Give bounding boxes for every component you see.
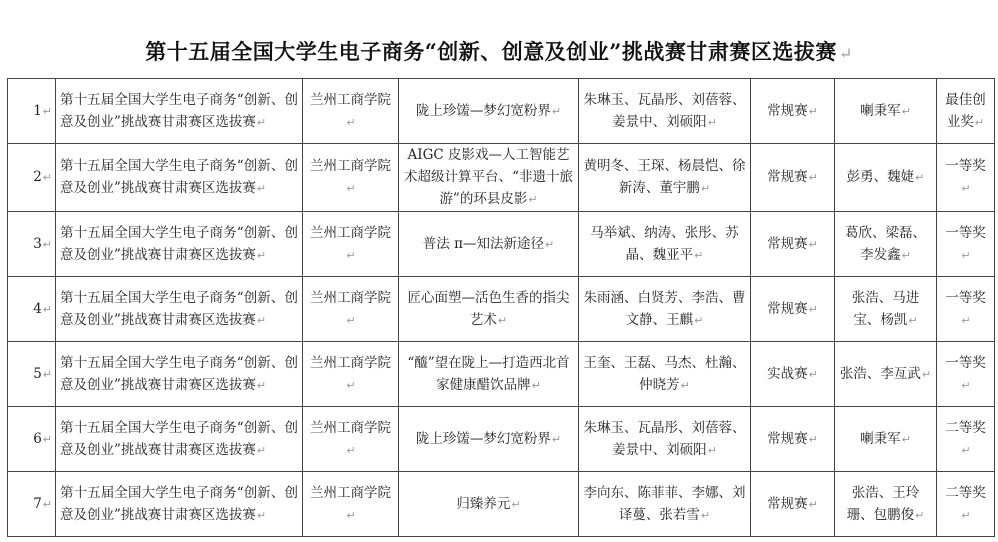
members-cell bbox=[579, 342, 751, 407]
competition-cell bbox=[56, 144, 303, 212]
award-cell bbox=[937, 212, 995, 277]
project-cell-text: 陇上珍馐—梦幻宽粉界 bbox=[415, 430, 551, 447]
members-cell bbox=[579, 79, 751, 144]
advisor-cell bbox=[835, 79, 937, 144]
school-cell-text: 兰州工商学院 bbox=[310, 484, 391, 501]
award-cell-text: 一等奖 bbox=[945, 224, 986, 241]
project-cell-text: 普法 π—知法新途径 bbox=[422, 235, 544, 252]
paragraph-mark-icon: ↵ bbox=[42, 302, 52, 316]
advisor-cell-text: 张浩、马进宝、杨凯 bbox=[851, 289, 920, 328]
members-cell-text: 朱雨涵、白贤芳、李浩、曹文静、王麒 bbox=[583, 289, 746, 328]
school-cell bbox=[303, 342, 399, 407]
paragraph-mark-icon: ↵ bbox=[808, 237, 818, 251]
project-cell bbox=[399, 212, 579, 277]
school-cell-text: 兰州工商学院 bbox=[310, 91, 391, 108]
award-cell bbox=[937, 407, 995, 472]
paragraph-mark-icon: ↵ bbox=[707, 443, 717, 457]
track-cell-text: 常规赛 bbox=[767, 300, 808, 317]
table-row bbox=[8, 277, 995, 342]
competition-cell-text: 第十五届全国大学生电子商务“创新、创意及创业”挑战赛甘肃赛区选拔赛 bbox=[60, 484, 298, 523]
paragraph-mark-icon: ↵ bbox=[497, 313, 508, 327]
project-cell bbox=[399, 144, 579, 212]
track-cell bbox=[751, 407, 835, 472]
paragraph-mark-icon: ↵ bbox=[346, 313, 356, 327]
award-cell bbox=[937, 472, 995, 537]
project-cell-text: 归臻养元 bbox=[456, 495, 511, 512]
paragraph-mark-icon: ↵ bbox=[921, 367, 932, 381]
paragraph-mark-icon: ↵ bbox=[808, 302, 818, 316]
paragraph-mark-icon: ↵ bbox=[528, 193, 538, 206]
paragraph-mark-icon: ↵ bbox=[42, 171, 52, 184]
track-cell bbox=[751, 144, 835, 212]
paragraph-mark-icon: ↵ bbox=[901, 248, 911, 262]
paragraph-mark-icon: ↵ bbox=[256, 182, 267, 195]
paragraph-mark-icon: ↵ bbox=[694, 313, 704, 327]
track-cell-text: 常规赛 bbox=[767, 235, 808, 252]
advisor-cell-text: 葛欣、梁磊、李发鑫 bbox=[845, 224, 926, 263]
advisor-cell bbox=[835, 277, 937, 342]
school-cell-text: 兰州工商学院 bbox=[310, 158, 391, 174]
advisor-cell-text: 彭勇、魏婕 bbox=[846, 169, 915, 185]
competition-cell-text: 第十五届全国大学生电子商务“创新、创意及创业”挑战赛甘肃赛区选拔赛 bbox=[60, 419, 298, 458]
school-cell bbox=[303, 79, 399, 144]
paragraph-mark-icon: ↵ bbox=[901, 432, 911, 446]
school-cell-text: 兰州工商学院 bbox=[310, 354, 391, 371]
project-cell bbox=[399, 277, 579, 342]
row-number-cell-text: 4 bbox=[33, 300, 42, 317]
advisor-cell bbox=[835, 472, 937, 537]
members-cell-text: 王奎、王磊、马杰、杜瀚、仲晓芳 bbox=[583, 354, 746, 393]
paragraph-mark-icon: ↵ bbox=[346, 443, 356, 457]
paragraph-mark-icon: ↵ bbox=[707, 115, 717, 129]
members-cell-text: 朱琳玉、瓦晶彤、刘蓓蓉、姜景中、刘硕阳 bbox=[583, 91, 746, 130]
project-cell-text: 匠心面塑—活色生香的指尖艺术 bbox=[407, 289, 570, 328]
project-cell-text: “醯”望在陇上—打造西北首家健康醋饮品牌 bbox=[407, 354, 570, 393]
paragraph-mark-icon: ↵ bbox=[694, 248, 704, 262]
paragraph-mark-icon: ↵ bbox=[961, 248, 971, 262]
competition-cell-text: 第十五届全国大学生电子商务“创新、创意及创业”挑战赛甘肃赛区选拔赛 bbox=[60, 289, 298, 328]
advisor-cell bbox=[835, 407, 937, 472]
paragraph-mark-icon: ↵ bbox=[256, 443, 267, 457]
paragraph-mark-icon: ↵ bbox=[346, 508, 356, 522]
paragraph-mark-icon: ↵ bbox=[511, 497, 521, 511]
advisor-cell bbox=[835, 342, 937, 407]
competition-cell bbox=[56, 342, 303, 407]
paragraph-mark-icon: ↵ bbox=[808, 171, 818, 184]
paragraph-mark-icon: ↵ bbox=[42, 367, 52, 381]
school-cell bbox=[303, 277, 399, 342]
advisor-cell bbox=[835, 144, 937, 212]
competition-cell-text: 第十五届全国大学生电子商务“创新、创意及创业”挑战赛甘肃赛区选拔赛 bbox=[60, 158, 298, 196]
school-cell bbox=[303, 472, 399, 537]
track-cell-text: 常规赛 bbox=[767, 430, 808, 447]
project-cell bbox=[399, 79, 579, 144]
advisor-cell-text: 喇秉军 bbox=[860, 430, 901, 447]
award-cell-text: 二等奖 bbox=[945, 419, 986, 436]
project-cell-text: 陇上珍馐—梦幻宽粉界 bbox=[415, 102, 551, 119]
paragraph-mark-icon: ↵ bbox=[42, 237, 52, 251]
award-cell-text: 一等奖 bbox=[945, 354, 986, 371]
track-cell bbox=[751, 79, 835, 144]
track-cell bbox=[751, 212, 835, 277]
paragraph-mark-icon: ↵ bbox=[901, 104, 911, 118]
paragraph-mark-icon: ↵ bbox=[256, 115, 267, 129]
paragraph-mark-icon: ↵ bbox=[346, 378, 356, 392]
paragraph-mark-icon: ↵ bbox=[346, 115, 356, 129]
school-cell-text: 兰州工商学院 bbox=[310, 224, 391, 241]
paragraph-mark-icon: ↵ bbox=[256, 313, 267, 327]
paragraph-mark-icon: ↵ bbox=[256, 248, 267, 262]
track-cell-text: 常规赛 bbox=[767, 102, 808, 119]
paragraph-mark-icon: ↵ bbox=[838, 44, 853, 63]
document-title-text: 第十五届全国大学生电子商务“创新、创意及创业”挑战赛甘肃赛区选拔赛 bbox=[145, 39, 837, 64]
row-number-cell-text: 1 bbox=[33, 102, 42, 119]
row-number-cell bbox=[8, 342, 56, 407]
table-row bbox=[8, 212, 995, 277]
award-cell-text: 二等奖 bbox=[945, 484, 986, 501]
competition-cell bbox=[56, 79, 303, 144]
paragraph-mark-icon: ↵ bbox=[346, 248, 356, 262]
members-cell-text: 黄明冬、王琛、杨晨恺、徐新涛、董宇鹏 bbox=[583, 158, 746, 196]
paragraph-mark-icon: ↵ bbox=[42, 104, 52, 118]
row-number-cell-text: 3 bbox=[33, 235, 42, 252]
paragraph-mark-icon: ↵ bbox=[680, 378, 690, 392]
paragraph-mark-icon: ↵ bbox=[961, 378, 971, 392]
row-number-cell bbox=[8, 407, 56, 472]
award-cell-text: 一等奖 bbox=[945, 158, 986, 174]
members-cell bbox=[579, 144, 751, 212]
project-cell bbox=[399, 407, 579, 472]
advisor-cell-text: 喇秉军 bbox=[860, 102, 901, 119]
competition-cell bbox=[56, 407, 303, 472]
award-cell-text: 最佳创业奖 bbox=[945, 91, 986, 130]
award-cell bbox=[937, 342, 995, 407]
track-cell-text: 实战赛 bbox=[767, 365, 808, 382]
paragraph-mark-icon: ↵ bbox=[808, 497, 818, 511]
row-number-cell-text: 5 bbox=[33, 365, 42, 382]
school-cell bbox=[303, 212, 399, 277]
track-cell-text: 常规赛 bbox=[767, 169, 808, 185]
paragraph-mark-icon: ↵ bbox=[961, 182, 971, 195]
paragraph-mark-icon: ↵ bbox=[551, 432, 562, 446]
competition-cell bbox=[56, 277, 303, 342]
project-cell bbox=[399, 472, 579, 537]
school-cell bbox=[303, 144, 399, 212]
paragraph-mark-icon: ↵ bbox=[961, 508, 971, 522]
paragraph-mark-icon: ↵ bbox=[42, 497, 52, 511]
members-cell-text: 李向东、陈菲菲、李娜、刘译蔓、张若雪 bbox=[583, 484, 746, 523]
members-cell-text: 马举斌、纳涛、张彤、苏晶、魏亚平 bbox=[590, 224, 739, 263]
paragraph-mark-icon: ↵ bbox=[961, 443, 971, 457]
members-cell-text: 朱琳玉、瓦晶彤、刘蓓蓉、姜景中、刘硕阳 bbox=[583, 419, 746, 458]
table-row bbox=[8, 79, 995, 144]
members-cell bbox=[579, 472, 751, 537]
competition-cell bbox=[56, 212, 303, 277]
advisor-cell-text: 张浩、李亙武 bbox=[839, 365, 921, 382]
award-cell-text: 一等奖 bbox=[945, 289, 986, 306]
paragraph-mark-icon: ↵ bbox=[346, 182, 356, 195]
paragraph-mark-icon: ↵ bbox=[915, 508, 925, 522]
paragraph-mark-icon: ↵ bbox=[808, 432, 818, 446]
paragraph-mark-icon: ↵ bbox=[700, 508, 711, 522]
school-cell-text: 兰州工商学院 bbox=[310, 419, 391, 436]
award-cell bbox=[937, 79, 995, 144]
advisor-cell-text: 张浩、王玲珊、包鹏俊 bbox=[846, 484, 920, 523]
track-cell bbox=[751, 472, 835, 537]
award-cell bbox=[937, 144, 995, 212]
table-row bbox=[8, 472, 995, 537]
paragraph-mark-icon: ↵ bbox=[700, 182, 711, 195]
paragraph-mark-icon: ↵ bbox=[808, 367, 818, 381]
competition-cell-text: 第十五届全国大学生电子商务“创新、创意及创业”挑战赛甘肃赛区选拔赛 bbox=[60, 224, 298, 263]
school-cell bbox=[303, 407, 399, 472]
project-cell-text: AIGC 皮影戏—人工智能艺术超级计算平台、“非遗十旅游”的环县皮影 bbox=[404, 147, 573, 207]
paragraph-mark-icon: ↵ bbox=[551, 104, 562, 118]
paragraph-mark-icon: ↵ bbox=[42, 432, 52, 446]
table-row bbox=[8, 342, 995, 407]
row-number-cell-text: 6 bbox=[33, 430, 42, 447]
row-number-cell bbox=[8, 472, 56, 537]
members-cell bbox=[579, 212, 751, 277]
paragraph-mark-icon: ↵ bbox=[915, 171, 925, 184]
paragraph-mark-icon: ↵ bbox=[531, 378, 541, 392]
row-number-cell-text: 2 bbox=[33, 169, 42, 185]
paragraph-mark-icon: ↵ bbox=[974, 115, 985, 129]
paragraph-mark-icon: ↵ bbox=[544, 237, 555, 251]
track-cell bbox=[751, 277, 835, 342]
advisor-cell bbox=[835, 212, 937, 277]
members-cell bbox=[579, 277, 751, 342]
table-row bbox=[8, 144, 995, 212]
row-number-cell bbox=[8, 79, 56, 144]
paragraph-mark-icon: ↵ bbox=[808, 104, 818, 118]
award-cell bbox=[937, 277, 995, 342]
document-title bbox=[0, 36, 998, 66]
row-number-cell bbox=[8, 212, 56, 277]
row-number-cell-text: 7 bbox=[33, 495, 42, 512]
paragraph-mark-icon: ↵ bbox=[256, 508, 267, 522]
members-cell bbox=[579, 407, 751, 472]
paragraph-mark-icon: ↵ bbox=[961, 313, 971, 327]
row-number-cell bbox=[8, 144, 56, 212]
track-cell-text: 常规赛 bbox=[767, 495, 808, 512]
table-row bbox=[8, 407, 995, 472]
paragraph-mark-icon: ↵ bbox=[256, 378, 267, 392]
track-cell bbox=[751, 342, 835, 407]
paragraph-mark-icon: ↵ bbox=[908, 313, 918, 327]
competition-cell-text: 第十五届全国大学生电子商务“创新、创意及创业”挑战赛甘肃赛区选拔赛 bbox=[60, 354, 298, 393]
school-cell-text: 兰州工商学院 bbox=[310, 289, 391, 306]
awards-table bbox=[7, 78, 995, 537]
project-cell bbox=[399, 342, 579, 407]
competition-cell bbox=[56, 472, 303, 537]
competition-cell-text: 第十五届全国大学生电子商务“创新、创意及创业”挑战赛甘肃赛区选拔赛 bbox=[60, 91, 298, 130]
row-number-cell bbox=[8, 277, 56, 342]
